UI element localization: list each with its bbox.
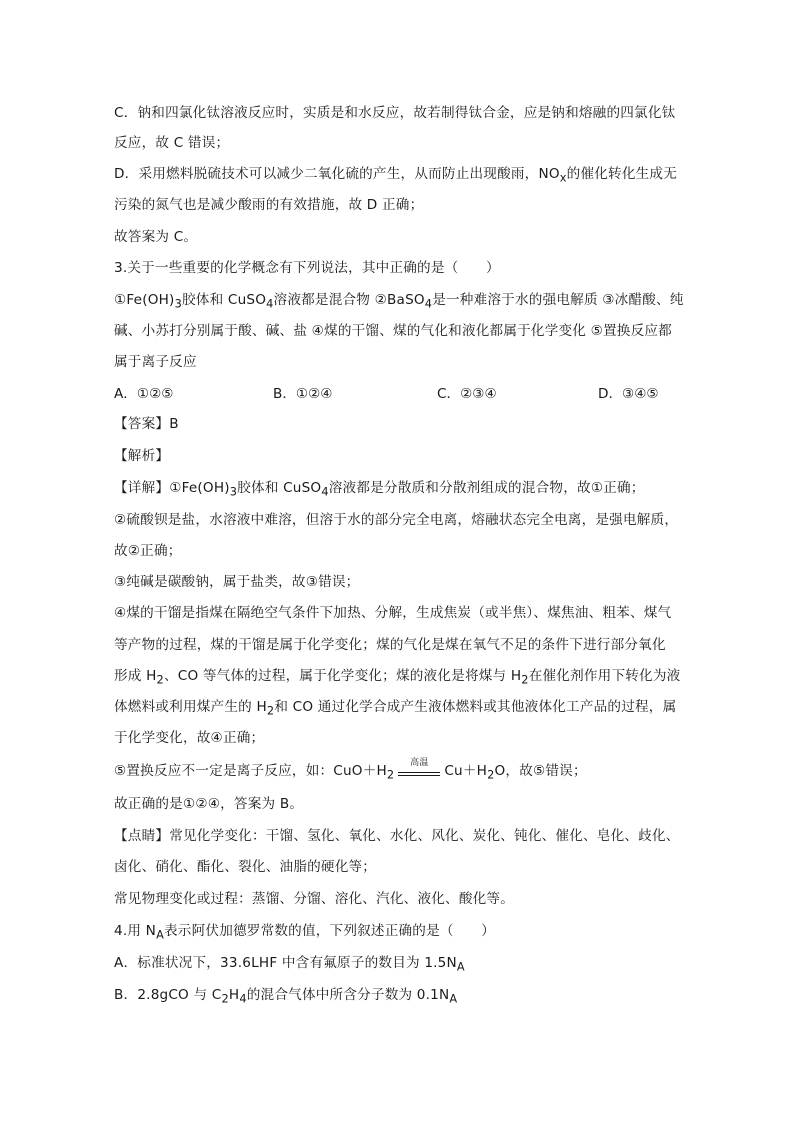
question-3-stem: 3.关于一些重要的化学概念有下列说法，其中正确的是（ ）	[114, 260, 500, 276]
question-4-option-a: A．标准状况下，33.6LHF 中含有氟原子的数目为 $1.5N_A$	[114, 955, 465, 974]
tip-tag: 【点睛】	[114, 828, 170, 844]
explanation-line: 故②正确；	[114, 543, 182, 559]
explanation-line: 【详解】$①Fe(OH)_3$胶体和 CuSO$_4$溶液都是分散质和分散剂组成的混合物，故①正确；	[114, 480, 645, 499]
analysis-tag: 【解析】	[114, 448, 170, 464]
explanation-line: 体燃料或利用煤产生的 $H_2$和 CO 通过化学合成产生液体燃料或其他液体化工产品的过程，属	[114, 699, 677, 718]
text-line: 故答案为 C。	[114, 229, 198, 245]
tip-line: 【点睛】常见化学变化：干馏、氢化、氧化、水化、风化、炭化、钝化、催化、皂化、歧化、	[114, 828, 680, 844]
reaction-condition: 高温	[396, 764, 442, 778]
explanation-line: ③纯碱是碳酸钠，属于盐类，故③错误；	[114, 574, 360, 590]
explanation-line: 故正确的是①②④，答案为 B。	[114, 796, 304, 812]
explanation-line: ④煤的干馏是指煤在隔绝空气条件下加热、分解，生成焦炭（或半焦）、煤焦油、粗苯、煤气	[114, 605, 672, 621]
question-3-statement: $①Fe(OH)_3$胶体和 CuSO$_4$溶液都是混合物 ②BaSO$_4$是一种难溶于水的强电解质 ③冰醋酸、纯	[114, 292, 684, 311]
tip-line: 常见物理变化或过程：蒸馏、分馏、溶化、汽化、液化、酸化等。	[114, 891, 515, 907]
text-line: 污染的氮气也是减少酸雨的有效措施，故 D 正确；	[114, 197, 424, 213]
question-3-statement: 碱、小苏打分别属于酸、碱、盐 ④煤的干馏、煤的气化和液化都属于化学变化 ⑤置换反应都	[114, 323, 672, 339]
text-line: C．钠和四氯化钛溶液反应时，实质是和水反应，故若制得钛合金，应是钠和熔融的四氯化钛	[114, 105, 676, 121]
explanation-line: ⑤置换反应不一定是离子反应，如：$CuO+H_2$ 高温 $Cu+H_2O$，故⑤错误；	[114, 758, 587, 782]
text-line: 反应，故 C 错误；	[114, 135, 230, 151]
option-a: A．①②⑤	[114, 386, 174, 402]
question-4-option-b: B．2.8gCO 与 $C_2H_4$的混合气体中所含分子数为 $0.1N_A$	[114, 987, 458, 1006]
explanation-line: 形成 $H_2$、CO 等气体的过程，属于化学变化；煤的液化是将煤与 $H_2$在催化剂作用下转化为液	[114, 668, 681, 687]
question-3-statement: 属于离子反应	[114, 354, 197, 370]
explanation-line: ②硫酸钡是盐，水溶液中难溶，但溶于水的部分完全电离，熔融状态完全电离，是强电解质，	[114, 512, 679, 528]
explanation-line: 等产物的过程，煤的干馏是属于化学变化；煤的气化是煤在氧气不足的条件下进行部分氧化	[114, 637, 666, 653]
text-line: D．采用燃料脱硫技术可以减少二氧化硫的产生，从而防止出现酸雨，$NO_x$的催化转化生成无	[114, 166, 678, 185]
option-d: D．③④⑤	[598, 386, 659, 402]
explanation-line: 于化学变化，故④正确；	[114, 730, 265, 746]
tip-line: 卤化、硝化、酯化、裂化、油脂的硬化等；	[114, 859, 377, 875]
option-b: B．①②④	[273, 386, 333, 402]
question-4-stem: 4.用 $N_A$表示阿伏加德罗常数的值，下列叙述正确的是（ ）	[114, 923, 496, 942]
option-c: C．②③④	[437, 386, 497, 402]
answer-value: B	[169, 416, 179, 432]
answer-line	[114, 414, 179, 434]
answer-tag: 【答案】	[114, 416, 170, 432]
explanation-tag: 【详解】	[114, 480, 170, 496]
